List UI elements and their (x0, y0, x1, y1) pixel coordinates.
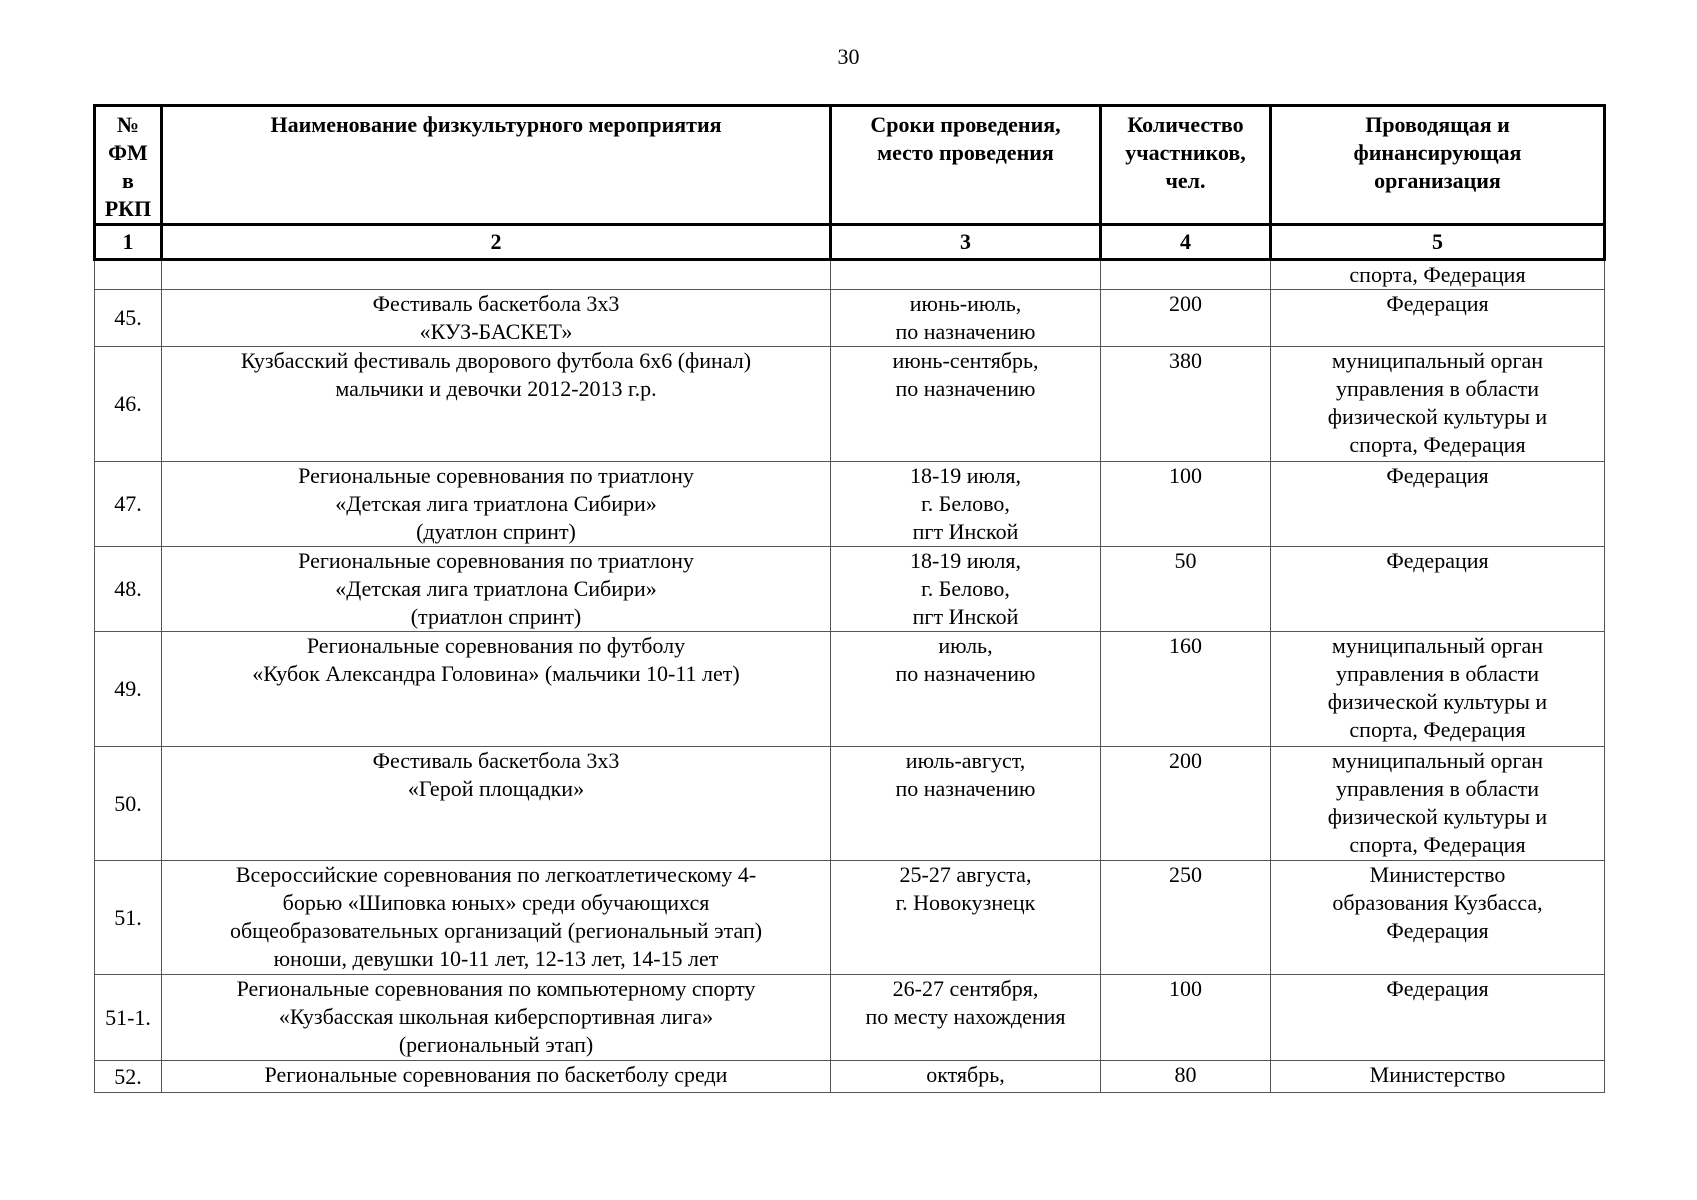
participant-count (1101, 260, 1271, 290)
row-number: 46. (95, 347, 162, 462)
row-number: 48. (95, 547, 162, 632)
row-number (95, 260, 162, 290)
event-name: Кузбасский фестиваль дворового футбола 6х6 (финал) мальчики и девочки 2012-2013 г.р. (162, 347, 831, 462)
table-row (95, 290, 1605, 347)
organization: Федерация (1271, 975, 1605, 1061)
participant-count: 80 (1101, 1061, 1271, 1093)
table-row (95, 861, 1605, 975)
page-number: 30 (837, 44, 860, 69)
row-number: 47. (95, 462, 162, 547)
organization: Федерация (1271, 547, 1605, 632)
header-organization: Проводящая и финансирующая организация (1271, 106, 1605, 225)
organization: Министерство (1271, 1061, 1605, 1093)
row-number: 49. (95, 632, 162, 747)
organization: Федерация (1271, 462, 1605, 547)
organization: Министерство образования Кузбасса, Федерация (1271, 861, 1605, 975)
participant-count: 200 (1101, 747, 1271, 861)
participant-count: 50 (1101, 547, 1271, 632)
event-name: Всероссийские соревнования по легкоатлетическому 4- борью «Шиповка юных» среди обучающихся общеобразовательных организаций (региональный этап) юноши, девушки 10-11 лет, 12-13 лет, 14-15 лет (162, 861, 831, 975)
table-row (95, 1061, 1605, 1093)
column-number: 4 (1101, 225, 1271, 260)
event-dates: 26-27 сентября, по месту нахождения (831, 975, 1101, 1061)
participant-count: 100 (1101, 462, 1271, 547)
event-name: Региональные соревнования по футболу «Кубок Александра Головина» (мальчики 10-11 лет) (162, 632, 831, 747)
event-dates: июль-август, по назначению (831, 747, 1101, 861)
participant-count: 100 (1101, 975, 1271, 1061)
column-number: 2 (162, 225, 831, 260)
table-row (95, 547, 1605, 632)
event-name (162, 260, 831, 290)
event-dates: 18-19 июля, г. Белово, пгт Инской (831, 462, 1101, 547)
row-number: 45. (95, 290, 162, 347)
participant-count: 380 (1101, 347, 1271, 462)
header-dates-place: Сроки проведения, место проведения (831, 106, 1101, 225)
table-row (95, 975, 1605, 1061)
event-dates: июль, по назначению (831, 632, 1101, 747)
events-table (93, 104, 1606, 1093)
table-row (95, 632, 1605, 747)
column-number: 5 (1271, 225, 1605, 260)
header-number: № ФМ в РКП (95, 106, 162, 225)
event-name: Фестиваль баскетбола 3х3 «Герой площадки» (162, 747, 831, 861)
event-dates: 25-27 августа, г. Новокузнецк (831, 861, 1101, 975)
header-participants: Количество участников, чел. (1101, 106, 1271, 225)
row-number: 51. (95, 861, 162, 975)
table-row (95, 747, 1605, 861)
row-number: 52. (95, 1061, 162, 1093)
event-name: Региональные соревнования по триатлону «Детская лига триатлона Сибири» (триатлон спринт) (162, 547, 831, 632)
header-row (95, 106, 1605, 225)
organization: муниципальный орган управления в области физической культуры и спорта, Федерация (1271, 632, 1605, 747)
organization: спорта, Федерация (1271, 260, 1605, 290)
event-name: Фестиваль баскетбола 3х3 «КУЗ-БАСКЕТ» (162, 290, 831, 347)
organization: муниципальный орган управления в области физической культуры и спорта, Федерация (1271, 347, 1605, 462)
column-number: 1 (95, 225, 162, 260)
row-number: 51-1. (95, 975, 162, 1061)
participant-count: 200 (1101, 290, 1271, 347)
row-number: 50. (95, 747, 162, 861)
event-dates: 18-19 июля, г. Белово, пгт Инской (831, 547, 1101, 632)
table-row (95, 347, 1605, 462)
column-number-row (95, 225, 1605, 260)
event-name: Региональные соревнования по триатлону «Детская лига триатлона Сибири» (дуатлон спринт) (162, 462, 831, 547)
participant-count: 250 (1101, 861, 1271, 975)
participant-count: 160 (1101, 632, 1271, 747)
event-dates: июнь-июль, по назначению (831, 290, 1101, 347)
event-dates: октябрь, (831, 1061, 1101, 1093)
organization: Федерация (1271, 290, 1605, 347)
event-name: Региональные соревнования по компьютерному спорту «Кузбасская школьная киберспортивная лига» (региональный этап) (162, 975, 831, 1061)
header-event-name: Наименование физкультурного мероприятия (162, 106, 831, 225)
event-dates: июнь-сентябрь, по назначению (831, 347, 1101, 462)
table-row (95, 462, 1605, 547)
column-number: 3 (831, 225, 1101, 260)
organization: муниципальный орган управления в области физической культуры и спорта, Федерация (1271, 747, 1605, 861)
table-row (95, 260, 1605, 290)
event-name: Региональные соревнования по баскетболу среди (162, 1061, 831, 1093)
event-dates (831, 260, 1101, 290)
